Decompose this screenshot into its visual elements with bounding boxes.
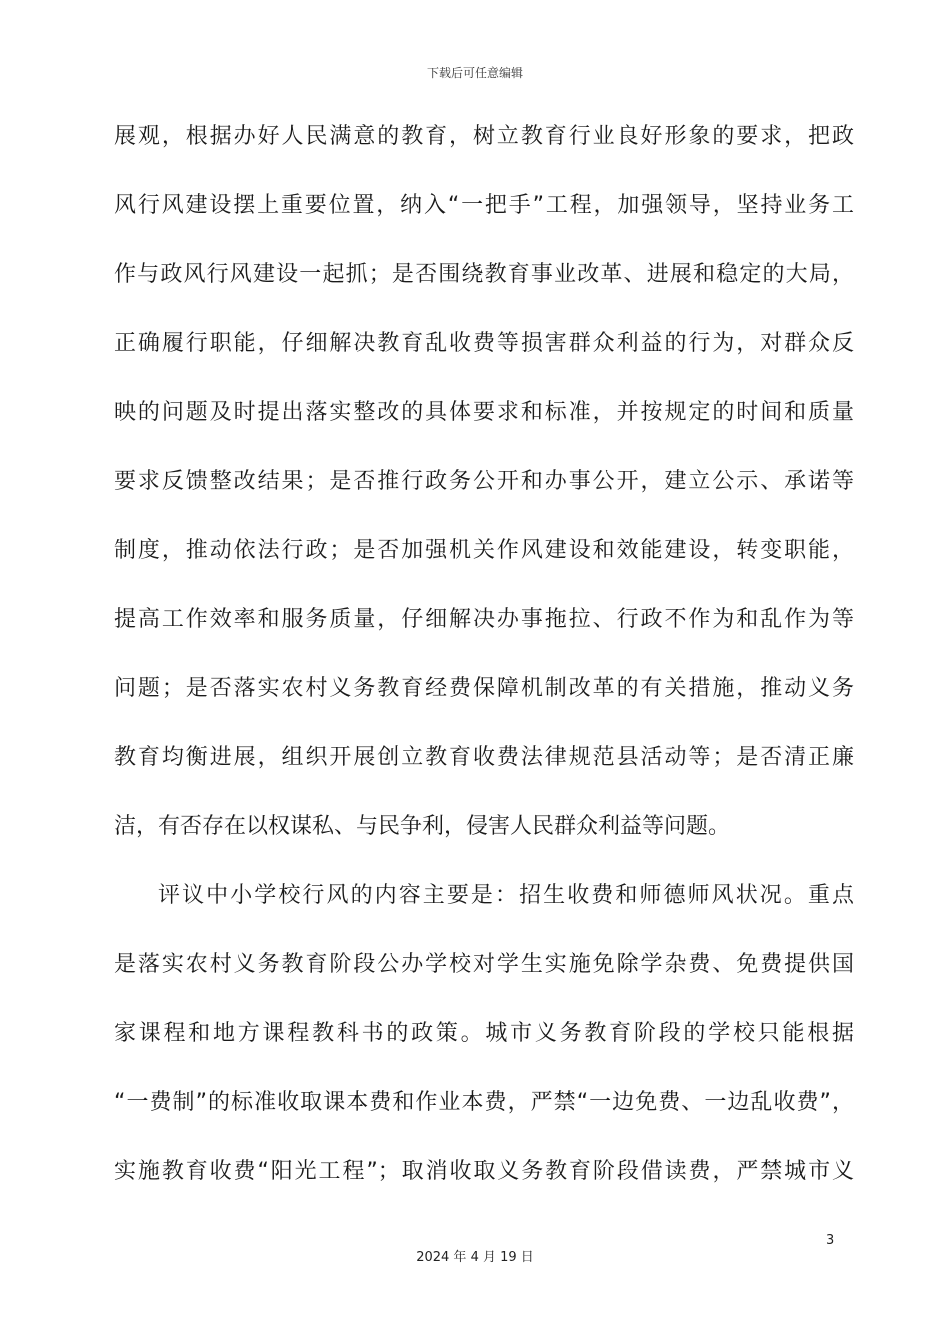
text-line: 作与政风行风建设一起抓；是否围绕教育事业改革、进展和稳定的大局，: [114, 262, 854, 287]
text-line: 家课程和地方课程教科书的政策。城市义务教育阶段的学校只能根据: [114, 1021, 854, 1046]
text-line: 要求反馈整改结果；是否推行政务公开和办事公开，建立公示、承诺等: [114, 469, 854, 494]
text-line: 正确履行职能，仔细解决教育乱收费等损害群众利益的行为，对群众反: [114, 331, 854, 356]
text-line: 展观，根据办好人民满意的教育，树立教育行业良好形象的要求，把政: [114, 124, 854, 149]
page-number: 3: [826, 1233, 835, 1248]
text-line: 制度，推动依法行政；是否加强机关作风建设和效能建设，转变职能，: [114, 538, 854, 563]
text-line: 是落实农村义务教育阶段公办学校对学生实施免除学杂费、免费提供国: [114, 952, 854, 977]
text-line: 提高工作效率和服务质量，仔细解决办事拖拉、行政不作为和乱作为等: [114, 607, 854, 632]
document-body: [114, 112, 854, 1216]
text-line: 风行风建设摆上重要位置，纳入“一把手”工程，加强领导，坚持业务工: [114, 193, 854, 218]
text-line: 问题；是否落实农村义务教育经费保障机制改革的有关措施，推动义务: [114, 676, 854, 701]
text-line: 教育均衡进展，组织开展创立教育收费法律规范县活动等；是否清正廉: [114, 745, 854, 770]
page-header: 下载后可任意编辑: [426, 66, 523, 80]
text-line: 映的问题及时提出落实整改的具体要求和标准，并按规定的时间和质量: [114, 400, 854, 425]
text-line: 评议中小学校行风的内容主要是：招生收费和师德师风状况。重点: [158, 883, 854, 908]
text-line: “一费制”的标准收取课本费和作业本费，严禁“一边免费、一边乱收费”，: [114, 1090, 854, 1115]
footer-date: 2024 年 4 月 19 日: [416, 1250, 534, 1265]
text-line: 洁，有否存在以权谋私、与民争利，侵害人民群众利益等问题。: [114, 814, 731, 839]
text-line: 实施教育收费“阳光工程”；取消收取义务教育阶段借读费，严禁城市义: [114, 1159, 854, 1184]
